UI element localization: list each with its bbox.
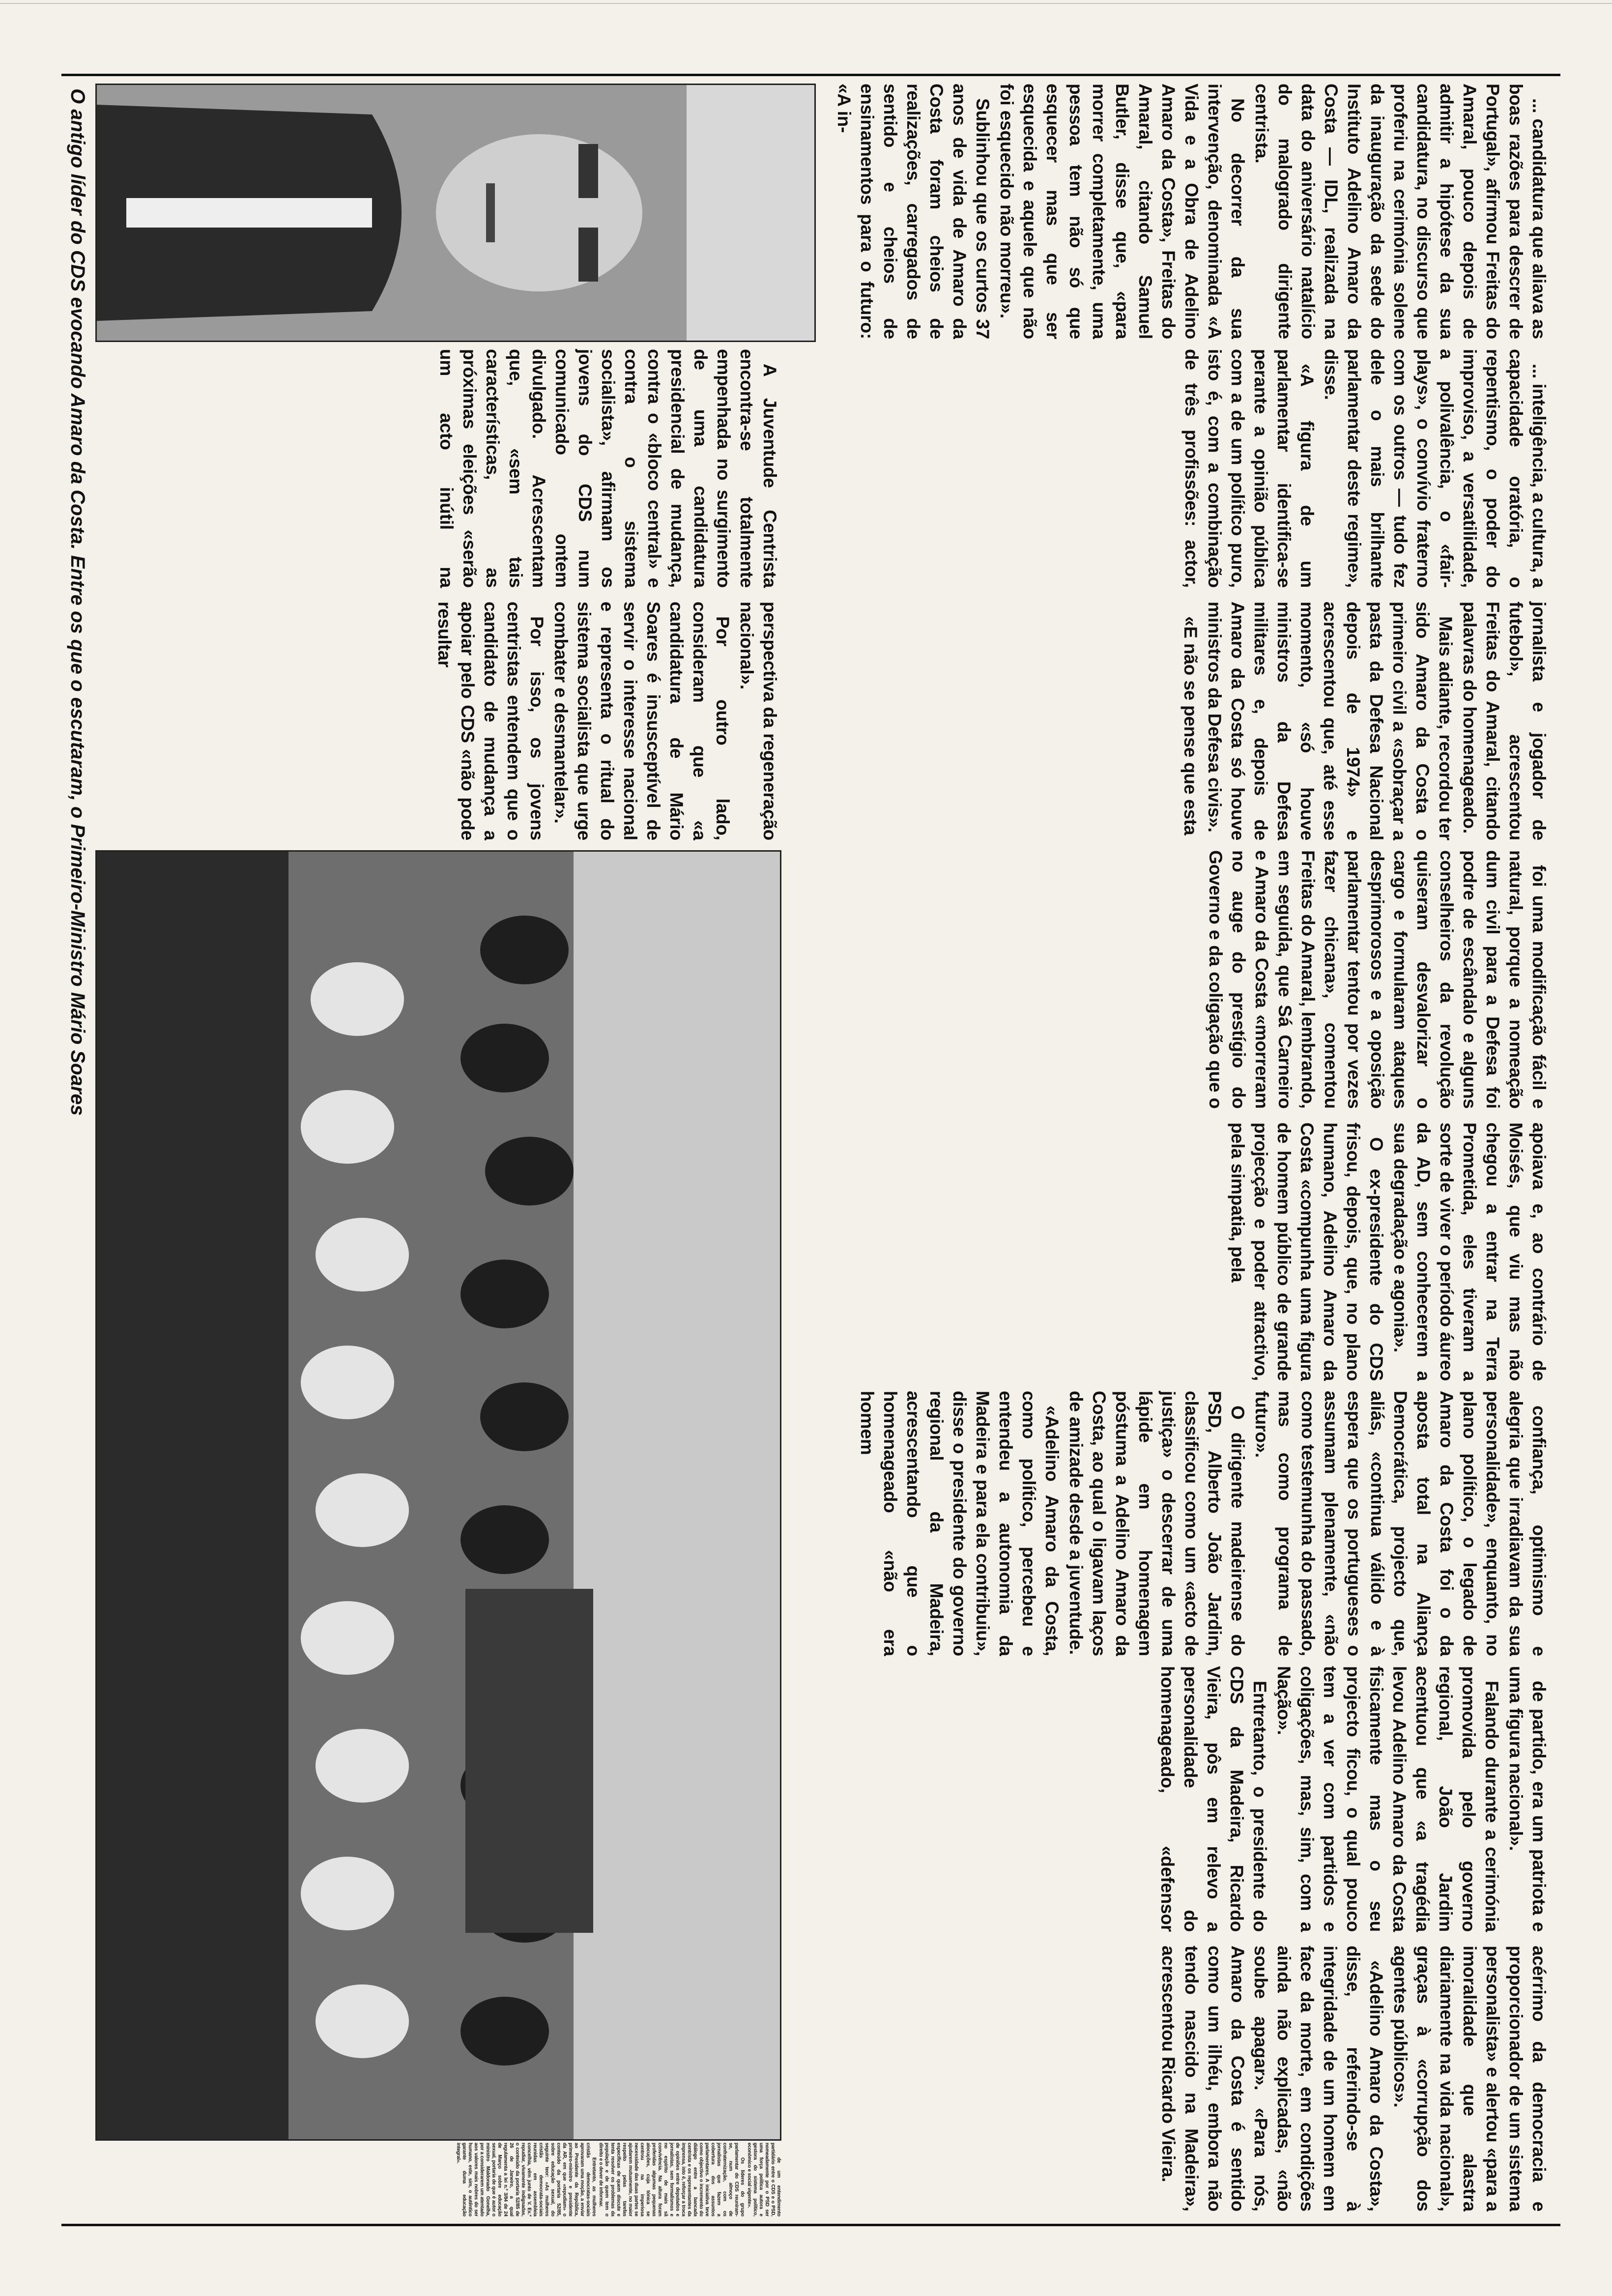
paragraph: O dirigente madeirense do PSD, Alberto João Jardim, classificou como um «acto de justiça» o descerrar de uma lápide em homenagem póstuma a Adelino Amaro da Costa, ao qual o ligavam laços de amizade desde a juventude. — [1066, 1391, 1248, 1656]
paragraph: ... candidatura que aliava as boas razões para descrer de Portugal», afirmou Freitas do Amaral, pouco depois de admitir a hipótese da sua candidatura, no discurso que proferiu na cerimónia solene da inauguração da sede do Instituto Adelino Amaro da Costa — IDL, realizada na data do aniversário natalício do malogrado dirigente centrista. — [1252, 84, 1549, 339]
paragraph: Entretanto, o presidente do CDS da Madeira, Ricardo Vieira, pôs em relevo a personalidade do homenageado, «defensor acérrimo da democracia e proporcionador de um sistema personalista» e alertou «para a imoralidade que alastra diariamente na vida nacional», graças à «corrupção dos agentes públicos». — [1157, 1666, 1549, 2211]
portrait-photo-image — [97, 85, 814, 341]
newspaper-page — [61, 74, 1560, 2226]
paragraph: confiança, optimismo e alegria que irradiavam da sua personalidade», enquanto, no plano político, o legado de Amaro da Costa foi o da aposta total na Aliança Democrática, projecto que, aliás, «continua válido e à espera que os portugueses o assumam plenamente, «não como testemunha do passado, mas como programa de futuro». — [1252, 1391, 1549, 1656]
article-column-2 — [813, 349, 1551, 840]
paragraph: Por outro lado, consideram que «a candidatura de Mário Soares é insusceptível de servir o interesse nacional e representa o ritual do sistema socialista que urge combater e desmantelar». — [551, 602, 733, 840]
scan-edge-line — [0, 3, 1612, 4]
paragraph: «A figura de um parlamentar identifica-se perante a opinião pública com a de um político puro, isto é, com a combinação de três profissões: actor, jornalista e jogador de futebol», acrescentou Freitas do Amaral, citando palavras do homenageado. — [1181, 349, 1549, 840]
paragraph: Por isso, os jovens centristas entendem que o candidato de mudança a apoiar pelo CDS «não pode resultar — [434, 602, 547, 840]
page-rule-left — [61, 74, 1560, 76]
paragraph: Os líderes do grupo parlamentar do CDS reuniram-se, num almoço de confraternização, com os jornalistas que fazem a cobertura dos assuntos parlamentares. A iniciativa teve como objectivo o incremento do diálogo entre a bancada centrista e os representantes da imprensa, isto é, reforçar a troca de opiniões entre deputados e jornalistas, sem formalismos e no espírito de mais sã convivência. Na altura foram proferidas algumas pequenas alocuções, cuja tónica se centrou na imperiosa necessidade das duas partes se ajudarem mutuamente, no maior respeito pelas tarefas específicas de quem discute e tenta resolver os problemas da população e de quem tem o direito e o dever de informar. — [598, 2143, 745, 2216]
paragraph: ... inteligência, a cultura, a capacidade oratória, o repentismo, o poder do improviso, a versatilidade, a polivalência, o «fair-plays», o convívio fraterno com os outros — tudo fez dele o mais brilhante parlamentar deste regime», disse. — [1321, 349, 1549, 588]
paragraph: Sublinhou que os curtos 37 anos de vida de Amaro da Costa foram cheios de realizações, carregados de sentido e cheios de ensinamentos para o futuro: «A in- — [834, 84, 993, 339]
paragraph: de um entendimento partidário entre o CDS e o PSD, nomeadamente por o PSD ser uma força política autora e gestora do sistema político, económico e social vigente». — [747, 2143, 781, 2216]
paragraph: «Adelino Amaro da Costa», disse, referindo-se à integridade de um homem em face da morte, em condições ainda não explicadas, «não soube apagar». «Para nós, Amaro da Costa é sentido como um ilhéu, embora não tendo nascido na Madeira», acrescentou Ricardo Vieira. — [1158, 1946, 1386, 2211]
article-column-1 — [823, 84, 1551, 339]
paragraph: «Adelino Amaro da Costa, como político, percebeu e entendeu a autonomia da Madeira e para ela contribuiu», disse o presidente do governo regional da Madeira, acrescentando que o homenageado «não era homem — [857, 1391, 1062, 1656]
article-column-5 — [789, 1666, 1551, 2211]
crowd-photo — [95, 850, 781, 2141]
article-column-strip — [98, 2143, 781, 2216]
paragraph: «E não se pense que esta — [1180, 616, 1201, 835]
photo-caption: O antigo líder do CDS evocando Amaro da Costa. Entre os que o escutaram, o Primeiro-Ministro Mário Soares — [67, 88, 88, 1116]
paragraph: O ex-presidente do CDS frisou, depois, que, no plano humano, Adelino Amaro da Costa «compunha uma figura de homem público de grande projecção e poder atractivo, pela simpatia, pela — [1228, 1122, 1386, 1381]
article-column-lower-1 — [98, 349, 781, 840]
paragraph: Entretanto, as mulheres cristãs democratas-sociais aprovaram uma moção, a enviar ao Presidente da República, primeiro-ministro e presidente da AR, em que «repudiam» o conteúdo da portaria 52/85, sobre educação sexual, do seguinte teor: «As mulheres cristãs democrata-sociais reunidas em assembleia concelhia, vêm junto de V. Ex.ª repudiar, vivamente indignadas, o conteúdo da portaria 52/85 de 26 de Janeiro, a qual regulamenta a lei n.º 3/84 de 24 de Março sobre educação sexual, portaria de que é autor o ministro Maldonado Gonelha, por a considerarem um atentado aos valores mais nobres do ser humano, este, sim, o autêntico garante duma educação integral». — [456, 2143, 597, 2216]
page-rule-right — [61, 2224, 1560, 2226]
paragraph: de partido, era um patriota e uma figura nacional». — [1506, 1666, 1549, 1932]
crowd-photo-image — [97, 852, 780, 2139]
article-column-4 — [789, 1391, 1551, 1656]
paragraph: A Juventude Centrista encontra-se totalmente empenhada no surgimento de uma candidatura presidencial de mudança, contra o «bloco central» e contra o sistema socialista», afirmam os jovens do CDS num comunicado ontem divulgado. Acrescentam que, «sem tais características, as próximas eleições «serão um acto inútil na perspectiva da regeneração nacional». — [436, 349, 780, 840]
portrait-photo — [95, 84, 816, 342]
paragraph: No decorrer da sua intervenção, denominada «A Vida e a Obra de Adelino Amaro da Costa», Freitas do Amaral, citando Samuel Butler, disse que, «para morrer completamente, uma pessoa tem não só que esquecer mas que ser esquecida e aquele que não foi esquecido não morreu». — [997, 84, 1248, 339]
paragraph: Mais adiante, recordou ter sido Amaro da Costa o primeiro civil a «sobraçar a pasta da Defesa Nacional depois de 1974» e acrescentou que, até esse momento, «só houve ministros da Defesa militares e, depois de Amaro da Costa só houve ministros da Defesa civis». — [1205, 602, 1456, 840]
paragraph: foi uma modificação fácil e natural, porque a nomeação dum civil para a Defesa foi podre de escândalo e alguns conselheiros da revolução quiseram desvalorizar o cargo e formularam ataques desprimorosos e a oposição parlamentar tentou por vezes fazer chicana», comentou Freitas do Amaral, lembrando, em seguida, que Sá Carneiro e Amaro da Costa «morreram no auge do prestígio do Governo e da coligação que o apoiava e, ao contrário de Moisés, que viu mas não chegou a entrar na Terra Prometida, eles tiveram a sorte de viver o período áureo da AD, sem conhecerem a sua degradação e agonia». — [1206, 850, 1549, 1381]
paragraph: Falando durante a cerimónia promovida pelo governo regional, João Jardim acentuou que «a tragédia levou Adelino Amaro da Costa fisicamente mas o seu projecto ficou, o qual pouco tem a ver com partidos e coligações, mas, sim, com a Nação». — [1274, 1666, 1502, 1932]
article-column-3 — [789, 850, 1551, 1381]
